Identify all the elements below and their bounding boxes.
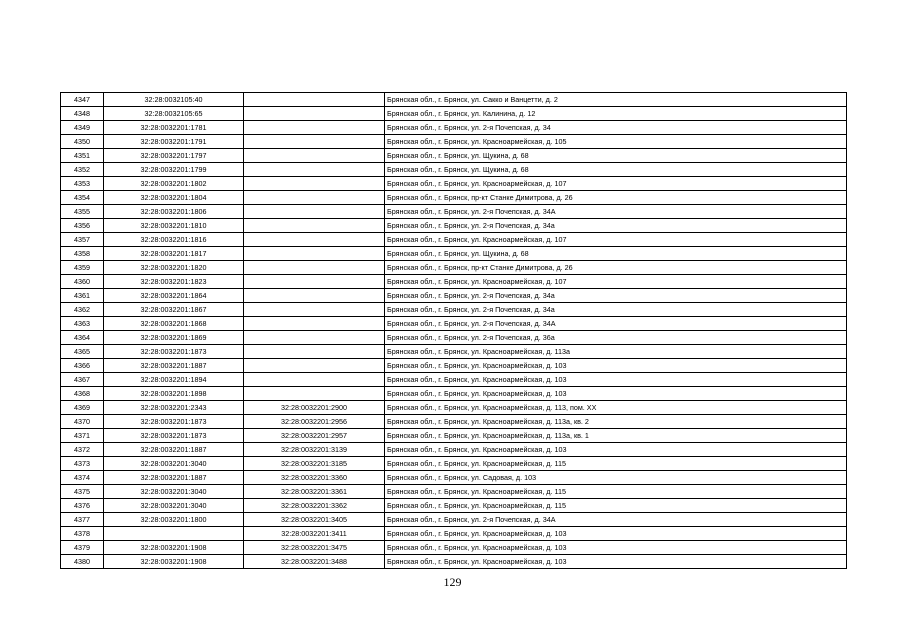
cadastral-number-cell: 32:28:0032201:1804: [104, 191, 244, 205]
cadastral-number-cell: 32:28:0032201:1869: [104, 331, 244, 345]
row-number-cell: 4379: [61, 541, 104, 555]
cadastral-number-cell: 32:28:0032201:3040: [104, 457, 244, 471]
address-cell: Брянская обл., г. Брянск, ул. Красноармейская, д. 103: [385, 527, 847, 541]
object-cadastral-number-cell: [244, 93, 385, 107]
cadastral-number-cell: 32:28:0032201:1823: [104, 275, 244, 289]
row-number-cell: 4360: [61, 275, 104, 289]
cadastral-number-cell: 32:28:0032201:1887: [104, 471, 244, 485]
cadastral-number-cell: 32:28:0032201:1799: [104, 163, 244, 177]
row-number-cell: 4378: [61, 527, 104, 541]
cadastral-number-cell: 32:28:0032201:1867: [104, 303, 244, 317]
cadastral-number-cell: 32:28:0032201:1797: [104, 149, 244, 163]
address-cell: Брянская обл., г. Брянск, ул. Красноармейская, д. 107: [385, 275, 847, 289]
address-cell: Брянская обл., г. Брянск, ул. Красноармейская, д. 103: [385, 555, 847, 569]
object-cadastral-number-cell: [244, 345, 385, 359]
address-cell: Брянская обл., г. Брянск, ул. 2-я Почепская, д. 34а: [385, 289, 847, 303]
address-cell: Брянская обл., г. Брянск, ул. Садовая, д. 103: [385, 471, 847, 485]
table-row: [61, 541, 847, 555]
object-cadastral-number-cell: [244, 331, 385, 345]
row-number-cell: 4370: [61, 415, 104, 429]
table-row: [61, 233, 847, 247]
object-cadastral-number-cell: 32:28:0032201:3411: [244, 527, 385, 541]
address-cell: Брянская обл., г. Брянск, ул. 2-я Почепская, д. 34А: [385, 317, 847, 331]
object-cadastral-number-cell: 32:28:0032201:3362: [244, 499, 385, 513]
address-cell: Брянская обл., г. Брянск, ул. 2-я Почепская, д. 34: [385, 121, 847, 135]
row-number-cell: 4352: [61, 163, 104, 177]
cadastral-number-cell: 32:28:0032201:1898: [104, 387, 244, 401]
table-row: [61, 289, 847, 303]
row-number-cell: 4359: [61, 261, 104, 275]
row-number-cell: 4363: [61, 317, 104, 331]
table-row: [61, 219, 847, 233]
cadastral-table: [60, 92, 847, 569]
object-cadastral-number-cell: 32:28:0032201:3488: [244, 555, 385, 569]
address-cell: Брянская обл., г. Брянск, ул. Красноармейская, д. 107: [385, 177, 847, 191]
address-cell: Брянская обл., г. Брянск, ул. Красноармейская, д. 113а, кв. 1: [385, 429, 847, 443]
row-number-cell: 4365: [61, 345, 104, 359]
row-number-cell: 4376: [61, 499, 104, 513]
address-cell: Брянская обл., г. Брянск, ул. Красноармейская, д. 103: [385, 387, 847, 401]
address-cell: Брянская обл., г. Брянск, пр-кт Станке Димитрова, д. 26: [385, 191, 847, 205]
table-row: [61, 317, 847, 331]
object-cadastral-number-cell: 32:28:0032201:3360: [244, 471, 385, 485]
object-cadastral-number-cell: [244, 135, 385, 149]
cadastral-number-cell: 32:28:0032201:1864: [104, 289, 244, 303]
cadastral-number-cell: 32:28:0032105:40: [104, 93, 244, 107]
object-cadastral-number-cell: [244, 233, 385, 247]
object-cadastral-number-cell: 32:28:0032201:2957: [244, 429, 385, 443]
page-number: 129: [443, 575, 462, 589]
object-cadastral-number-cell: [244, 163, 385, 177]
table-row: [61, 121, 847, 135]
table-row: [61, 177, 847, 191]
table-row: [61, 275, 847, 289]
table-row: [61, 149, 847, 163]
table-row: [61, 191, 847, 205]
object-cadastral-number-cell: 32:28:0032201:3139: [244, 443, 385, 457]
object-cadastral-number-cell: 32:28:0032201:2956: [244, 415, 385, 429]
table-row: [61, 513, 847, 527]
address-cell: Брянская обл., г. Брянск, ул. Красноармейская, д. 115: [385, 499, 847, 513]
table-row: [61, 415, 847, 429]
cadastral-number-cell: 32:28:0032201:2343: [104, 401, 244, 415]
row-number-cell: 4373: [61, 457, 104, 471]
table-row: [61, 247, 847, 261]
cadastral-number-cell: 32:28:0032201:1887: [104, 359, 244, 373]
table-row: [61, 555, 847, 569]
address-cell: Брянская обл., г. Брянск, ул. Красноармейская, д. 113, пом. XX: [385, 401, 847, 415]
object-cadastral-number-cell: [244, 317, 385, 331]
row-number-cell: 4380: [61, 555, 104, 569]
object-cadastral-number-cell: [244, 149, 385, 163]
row-number-cell: 4362: [61, 303, 104, 317]
address-cell: Брянская обл., г. Брянск, ул. Красноармейская, д. 115: [385, 485, 847, 499]
table-row: [61, 261, 847, 275]
table-row: [61, 387, 847, 401]
address-cell: Брянская обл., г. Брянск, ул. Щукина, д. 68: [385, 247, 847, 261]
table-row: [61, 163, 847, 177]
object-cadastral-number-cell: [244, 359, 385, 373]
cadastral-number-cell: 32:28:0032201:1908: [104, 541, 244, 555]
address-cell: Брянская обл., г. Брянск, пр-кт Станке Димитрова, д. 26: [385, 261, 847, 275]
object-cadastral-number-cell: 32:28:0032201:2900: [244, 401, 385, 415]
cadastral-number-cell: 32:28:0032201:1791: [104, 135, 244, 149]
row-number-cell: 4377: [61, 513, 104, 527]
row-number-cell: 4372: [61, 443, 104, 457]
cadastral-number-cell: 32:28:0032201:1894: [104, 373, 244, 387]
cadastral-number-cell: 32:28:0032201:3040: [104, 499, 244, 513]
cadastral-number-cell: 32:28:0032201:1800: [104, 513, 244, 527]
table-row: [61, 331, 847, 345]
row-number-cell: 4353: [61, 177, 104, 191]
cadastral-number-cell: [104, 527, 244, 541]
address-cell: Брянская обл., г. Брянск, ул. Сакко и Ванцетти, д. 2: [385, 93, 847, 107]
cadastral-number-cell: 32:28:0032201:1868: [104, 317, 244, 331]
table-row: [61, 485, 847, 499]
row-number-cell: 4366: [61, 359, 104, 373]
cadastral-number-cell: 32:28:0032201:1820: [104, 261, 244, 275]
table-row: [61, 373, 847, 387]
address-cell: Брянская обл., г. Брянск, ул. 2-я Почепская, д. 34а: [385, 303, 847, 317]
row-number-cell: 4349: [61, 121, 104, 135]
address-cell: Брянская обл., г. Брянск, ул. Красноармейская, д. 113а: [385, 345, 847, 359]
cadastral-number-cell: 32:28:0032201:1781: [104, 121, 244, 135]
address-cell: Брянская обл., г. Брянск, ул. Щукина, д. 68: [385, 163, 847, 177]
object-cadastral-number-cell: [244, 107, 385, 121]
row-number-cell: 4364: [61, 331, 104, 345]
object-cadastral-number-cell: [244, 261, 385, 275]
address-cell: Брянская обл., г. Брянск, ул. 2-я Почепская, д. 34А: [385, 513, 847, 527]
row-number-cell: 4374: [61, 471, 104, 485]
cadastral-number-cell: 32:28:0032201:1873: [104, 415, 244, 429]
address-cell: Брянская обл., г. Брянск, ул. Щукина, д. 68: [385, 149, 847, 163]
table-row: [61, 527, 847, 541]
cadastral-number-cell: 32:28:0032201:1908: [104, 555, 244, 569]
row-number-cell: 4358: [61, 247, 104, 261]
cadastral-number-cell: 32:28:0032201:1887: [104, 443, 244, 457]
address-cell: Брянская обл., г. Брянск, ул. Красноармейская, д. 113а, кв. 2: [385, 415, 847, 429]
object-cadastral-number-cell: [244, 387, 385, 401]
object-cadastral-number-cell: [244, 121, 385, 135]
table-row: [61, 471, 847, 485]
object-cadastral-number-cell: [244, 275, 385, 289]
cadastral-number-cell: 32:28:0032201:1806: [104, 205, 244, 219]
row-number-cell: 4371: [61, 429, 104, 443]
address-cell: Брянская обл., г. Брянск, ул. Красноармейская, д. 103: [385, 541, 847, 555]
table-row: [61, 205, 847, 219]
row-number-cell: 4350: [61, 135, 104, 149]
row-number-cell: 4351: [61, 149, 104, 163]
object-cadastral-number-cell: 32:28:0032201:3185: [244, 457, 385, 471]
address-cell: Брянская обл., г. Брянск, ул. Красноармейская, д. 107: [385, 233, 847, 247]
address-cell: Брянская обл., г. Брянск, ул. Красноармейская, д. 103: [385, 359, 847, 373]
table-row: [61, 457, 847, 471]
row-number-cell: 4369: [61, 401, 104, 415]
object-cadastral-number-cell: [244, 247, 385, 261]
object-cadastral-number-cell: 32:28:0032201:3405: [244, 513, 385, 527]
table-row: [61, 499, 847, 513]
address-cell: Брянская обл., г. Брянск, ул. Красноармейская, д. 103: [385, 373, 847, 387]
address-cell: Брянская обл., г. Брянск, ул. 2-я Почепская, д. 34А: [385, 205, 847, 219]
row-number-cell: 4357: [61, 233, 104, 247]
address-cell: Брянская обл., г. Брянск, ул. 2-я Почепская, д. 34а: [385, 219, 847, 233]
object-cadastral-number-cell: [244, 373, 385, 387]
table-row: [61, 401, 847, 415]
object-cadastral-number-cell: [244, 177, 385, 191]
cadastral-number-cell: 32:28:0032105:65: [104, 107, 244, 121]
table-body: [61, 93, 847, 569]
table-row: [61, 429, 847, 443]
address-cell: Брянская обл., г. Брянск, ул. 2-я Почепская, д. 36а: [385, 331, 847, 345]
row-number-cell: 4348: [61, 107, 104, 121]
row-number-cell: 4347: [61, 93, 104, 107]
cadastral-number-cell: 32:28:0032201:1816: [104, 233, 244, 247]
cadastral-number-cell: 32:28:0032201:1817: [104, 247, 244, 261]
row-number-cell: 4375: [61, 485, 104, 499]
table-row: [61, 303, 847, 317]
row-number-cell: 4361: [61, 289, 104, 303]
row-number-cell: 4354: [61, 191, 104, 205]
cadastral-number-cell: 32:28:0032201:1802: [104, 177, 244, 191]
table-row: [61, 107, 847, 121]
object-cadastral-number-cell: 32:28:0032201:3475: [244, 541, 385, 555]
table-row: [61, 345, 847, 359]
table-row: [61, 359, 847, 373]
row-number-cell: 4355: [61, 205, 104, 219]
table-row: [61, 93, 847, 107]
object-cadastral-number-cell: [244, 289, 385, 303]
cadastral-number-cell: 32:28:0032201:3040: [104, 485, 244, 499]
address-cell: Брянская обл., г. Брянск, ул. Красноармейская, д. 103: [385, 443, 847, 457]
address-cell: Брянская обл., г. Брянск, ул. Калинина, д. 12: [385, 107, 847, 121]
table-row: [61, 443, 847, 457]
object-cadastral-number-cell: [244, 205, 385, 219]
object-cadastral-number-cell: [244, 219, 385, 233]
address-cell: Брянская обл., г. Брянск, ул. Красноармейская, д. 115: [385, 457, 847, 471]
row-number-cell: 4368: [61, 387, 104, 401]
cadastral-number-cell: 32:28:0032201:1873: [104, 345, 244, 359]
table-row: [61, 135, 847, 149]
row-number-cell: 4356: [61, 219, 104, 233]
cadastral-number-cell: 32:28:0032201:1810: [104, 219, 244, 233]
row-number-cell: 4367: [61, 373, 104, 387]
object-cadastral-number-cell: [244, 303, 385, 317]
object-cadastral-number-cell: [244, 191, 385, 205]
cadastral-number-cell: 32:28:0032201:1873: [104, 429, 244, 443]
object-cadastral-number-cell: 32:28:0032201:3361: [244, 485, 385, 499]
address-cell: Брянская обл., г. Брянск, ул. Красноармейская, д. 105: [385, 135, 847, 149]
